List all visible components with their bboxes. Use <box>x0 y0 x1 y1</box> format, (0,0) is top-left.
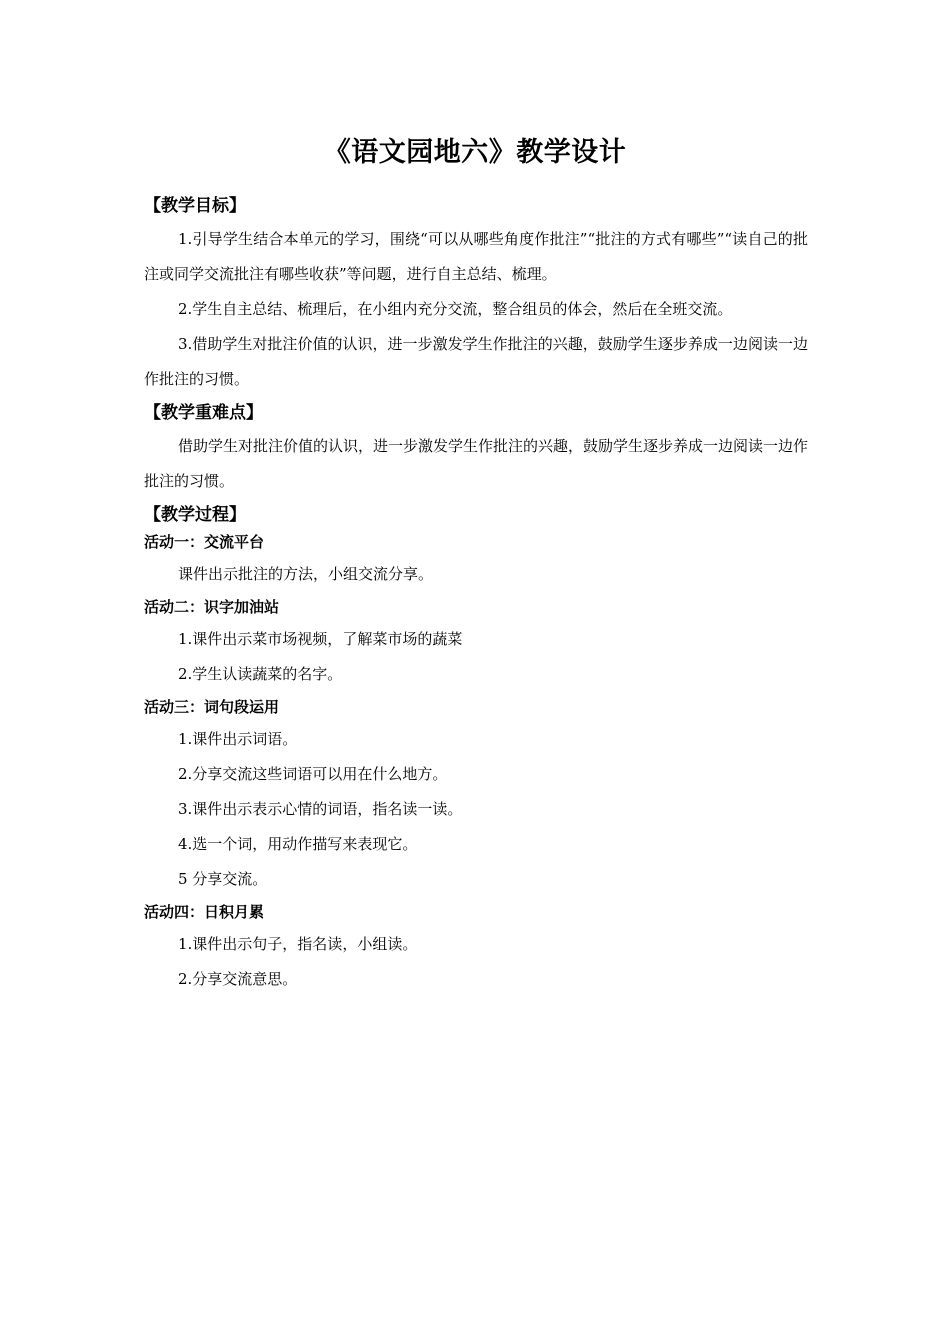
section-heading-process: 【教学过程】 <box>144 505 246 525</box>
key-points-text: 借助学生对批注价值的认识，进一步激发学生作批注的兴趣，鼓励学生逐步养成一边阅读一边作批注的习惯。 <box>144 437 809 490</box>
activity-3-item-4: 4.选一个词，用动作描写来表现它。 <box>178 835 418 853</box>
activity-2-item-2: 2.学生认读蔬菜的名字。 <box>178 665 343 683</box>
objective-item-2: 2.学生自主总结、梳理后，在小组内充分交流，整合组员的体会，然后在全班交流。 <box>178 300 733 318</box>
activity-3-item-3: 3.课件出示表示心情的词语，指名读一读。 <box>178 800 463 818</box>
activity-2-title: 活动二：识字加油站 <box>144 598 280 616</box>
activity-1-item-1: 课件出示批注的方法，小组交流分享。 <box>178 565 434 583</box>
objective-item-3: 3.借助学生对批注价值的认识，进一步激发学生作批注的兴趣，鼓励学生逐步养成一边阅读一边作批注的习惯。 <box>144 335 808 388</box>
section-heading-objectives: 【教学目标】 <box>144 196 246 216</box>
activity-3-item-2: 2.分享交流这些词语可以用在什么地方。 <box>178 765 448 783</box>
document-body <box>144 190 808 997</box>
activity-4-item-1: 1.课件出示句子，指名读，小组读。 <box>178 935 418 953</box>
section-heading-key-points: 【教学重难点】 <box>144 403 263 423</box>
document-title: 《语文园地六》教学设计 <box>323 137 627 168</box>
activity-1-title: 活动一：交流平台 <box>144 533 265 551</box>
activity-4-title: 活动四：日积月累 <box>144 903 265 921</box>
activity-2-item-1: 1.课件出示菜市场视频，了解菜市场的蔬菜 <box>178 630 463 648</box>
objective-item-1: 1.引导学生结合本单元的学习，围绕“可以从哪些角度作批注”“批注的方式有哪些”“读自己的批注或同学交流批注有哪些收获”等问题，进行自主总结、梳理。 <box>144 230 808 283</box>
activity-4-item-2: 2.分享交流意思。 <box>178 970 298 988</box>
activity-3-item-1: 1.课件出示词语。 <box>178 730 298 748</box>
activity-3-item-5: 5 分享交流。 <box>178 870 268 888</box>
activity-3-title: 活动三：词句段运用 <box>144 698 280 716</box>
